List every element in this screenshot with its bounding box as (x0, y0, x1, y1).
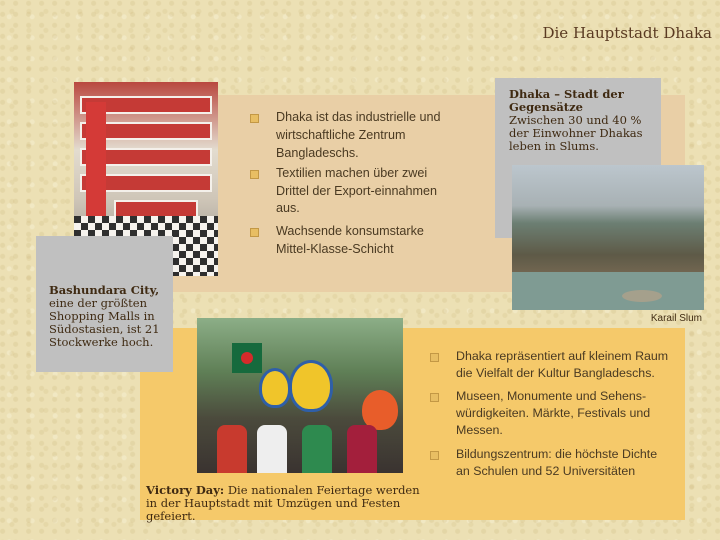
slum-note-body: Zwischen 30 und 40 % der Einwohner Dhakas leben in Slums. (509, 113, 643, 154)
list-item: Wachsende konsumstarke Mittel-Klasse-Schicht (250, 223, 460, 259)
victory-day-caption-body: Die nationalen Feiertage werden in der Hauptstadt mit Umzügen und Festen gefeiert. (146, 483, 420, 524)
mall-caption-box (36, 236, 173, 372)
victory-day-caption-heading: Victory Day: (146, 483, 225, 497)
bottom-bullet-list (430, 348, 670, 486)
list-item: Museen, Monumente und Sehens-würdigkeiten. Märkte, Festivals und Messen. (430, 388, 670, 439)
victory-day-parade-photo (197, 318, 403, 473)
mall-caption-body: eine der größten Shopping Malls in Südostasien, ist 21 Stockwerke hoch. (49, 296, 160, 350)
list-item: Dhaka repräsentiert auf kleinem Raum die Vielfalt der Kultur Bangladeschs. (430, 348, 670, 382)
slum-note-text (495, 78, 661, 154)
karail-slum-photo (512, 165, 704, 310)
slide-title: Die Hauptstadt Dhaka (542, 24, 712, 42)
top-bullet-list (250, 109, 460, 261)
list-item: Dhaka ist das industrielle und wirtschaftliche Zentrum Bangladeschs. (250, 109, 460, 163)
mall-caption-heading: Bashundara City, (49, 283, 160, 297)
slum-note-heading: Dhaka – Stadt der Gegensätze (509, 87, 624, 115)
mall-caption-text (36, 236, 173, 350)
victory-day-caption (146, 484, 426, 523)
karail-photo-caption: Karail Slum (650, 313, 702, 324)
list-item: Bildungszentrum: die höchste Dichte an Schulen und 52 Universitäten (430, 446, 670, 480)
list-item: Textilien machen über zwei Drittel der Export-einnahmen aus. (250, 165, 460, 219)
